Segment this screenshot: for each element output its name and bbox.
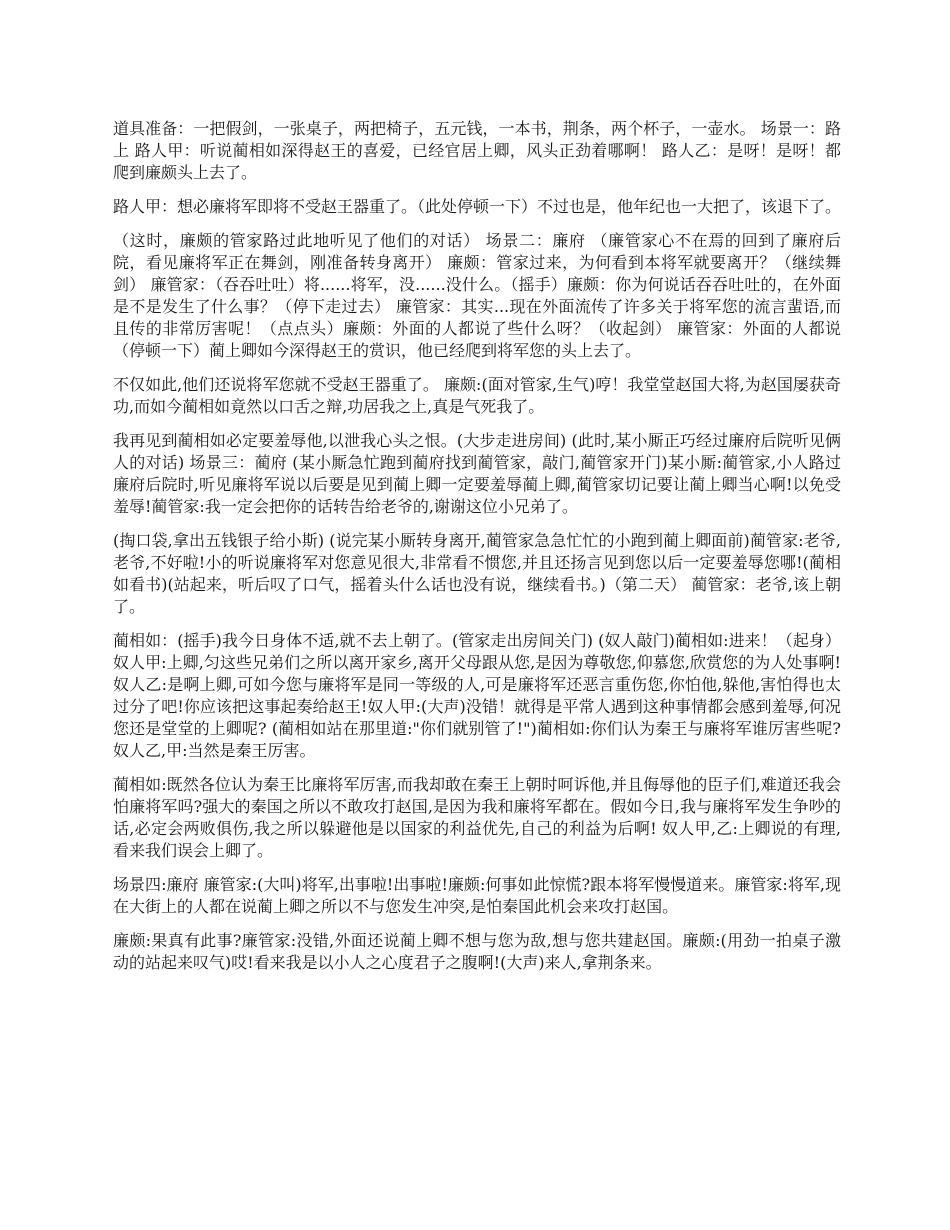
- paragraph-passerby-a: 路人甲：想必廉将军即将不受赵王器重了。（此处停顿一下）不过也是，他年纪也一大把了，该退下了。: [113, 197, 842, 216]
- paragraph-scene-two: （这时，廉颇的管家路过此地听见了他们的对话） 场景二：廉府 （廉管家心不在焉的回到了廉府后院，看见廉将军正在舞剑，刚准备转身离开） 廉颇：管家过来，为何看到本将军就要离开？（继续舞剑） 廉管家：（吞吞吐吐）将......将军，没......没什么。（摇手）廉颇：你为何说话吞吞吐吐的，在外面是不是发生了什么事？（停下走过去） 廉管家：其实...现在外面流传了许多关于将军您的流言蜚语,而且传的非常厉害呢！（点点头）廉颇：外面的人都说了些什么呀？（收起剑） 廉管家：外面的人都说（停顿一下）蔺上卿如今深得赵王的赏识，他已经爬到将军您的头上去了。: [113, 231, 841, 360]
- paragraph-props-scene-one: 道具准备：一把假剑，一张桌子，两把椅子，五元钱，一本书，荆条，两个杯子，一壶水。 场景一：路上 路人甲：听说蔺相如深得赵王的喜爱，已经官居上卿，风头正劲着哪啊！ 路人乙：是呀！是呀！都爬到廉颇头上去了。: [113, 119, 841, 182]
- paragraph-lian-po-angry: 不仅如此,他们还说将军您就不受赵王器重了。 廉颇:(面对管家,生气)哼！我堂堂赵国大将,为赵国屡获奇功,而如今蔺相如竟然以口舌之辩,功居我之上,真是气死我了。: [113, 375, 841, 416]
- paragraph-servants: 蔺相如：(摇手)我今日身体不适,就不去上朝了。(管家走出房间关门) (奴人敲门)蔺相如:进来！（起身）奴人甲:上卿,匀这些兄弟们之所以离开家乡,离开父母跟从您,是因为尊敬您,仰慕您,欣赏您的为人处事啊! 奴人乙:是啊上卿,可如今您与廉将军是同一等级的人,可是廉将军还恶言重伤您,你怕他,躲他,害怕得也太过分了吧!你应该把这事起奏给赵王!奴人甲:(大声)没错！就得是平常人遇到这种事情都会感到羞辱,何况您还是堂堂的上卿呢? (蔺相如站在那里道:"你们就别管了!")蔺相如:你们认为秦王与廉将军谁厉害些呢? 奴人乙,甲:当然是秦王厉害。: [113, 631, 841, 760]
- paragraph-scene-three: 我再见到蔺相如必定要羞辱他,以泄我心头之恨。(大步走进房间) (此时,某小厮正巧经过廉府后院听见俩人的对话) 场景三：蔺府 (某小厮急忙跑到蔺府找到蔺管家，敲门,蔺管家开门)某小厮:蔺管家,小人路过廉府后院时,听见廉将军说以后要是见到蔺上卿一定要羞辱蔺上卿,蔺管家切记要让蔺上卿当心啊!以免受羞辱!蔺管家:我一定会把你的话转告给老爷的,谢谢这位小兄弟了。: [113, 431, 841, 516]
- paragraph-lin-xiangru-reason: 蔺相如:既然各位认为秦王比廉将军厉害,而我却敢在秦王上朝时呵诉他,并且侮辱他的臣子们,难道还我会怕廉将军吗?强大的秦国之所以不敢攻打赵国,是因为我和廉将军都在。假如今日,我与廉将军发生争吵的话,必定会两败俱伤,我之所以躲避他是以国家的利益优先,自己的利益为后啊! 奴人甲,乙:上卿说的有理,看来我们误会上卿了。: [113, 775, 841, 860]
- paragraph-lin-steward: (掏口袋,拿出五钱银子给小斯) (说完某小厮转身离开,蔺管家急急忙忙的小跑到蔺上卿面前)蔺管家:老爷,老爷,不好啦!小的听说廉将军对您意见很大,非常看不惯您,并且还扬言见到您以后一定要羞辱您哪!(蔺相如看书)(站起来，听后叹了口气，摇着头什么话也没有说，继续看书。)（第二天） 蔺管家：老爷,该上朝了。: [113, 531, 841, 616]
- paragraph-lian-po-repents: 廉颇:果真有此事?廉管家:没错,外面还说蔺上卿不想与您为敌,想与您共建赵国。廉颇:(用劲一拍桌子激动的站起来叹气)哎!看来我是以小人之心度君子之腹啊!(大声)来人,拿荆条来。: [113, 931, 841, 972]
- paragraph-scene-four: 场景四:廉府 廉管家:(大叫)将军,出事啦!出事啦!廉颇:何事如此惊慌?跟本将军慢慢道来。廉管家:将军,现在大街上的人都在说蔺上卿之所以不与您发生冲突,是怕秦国此机会来攻打赵国。: [113, 875, 841, 916]
- document-page: [113, 118, 841, 986]
